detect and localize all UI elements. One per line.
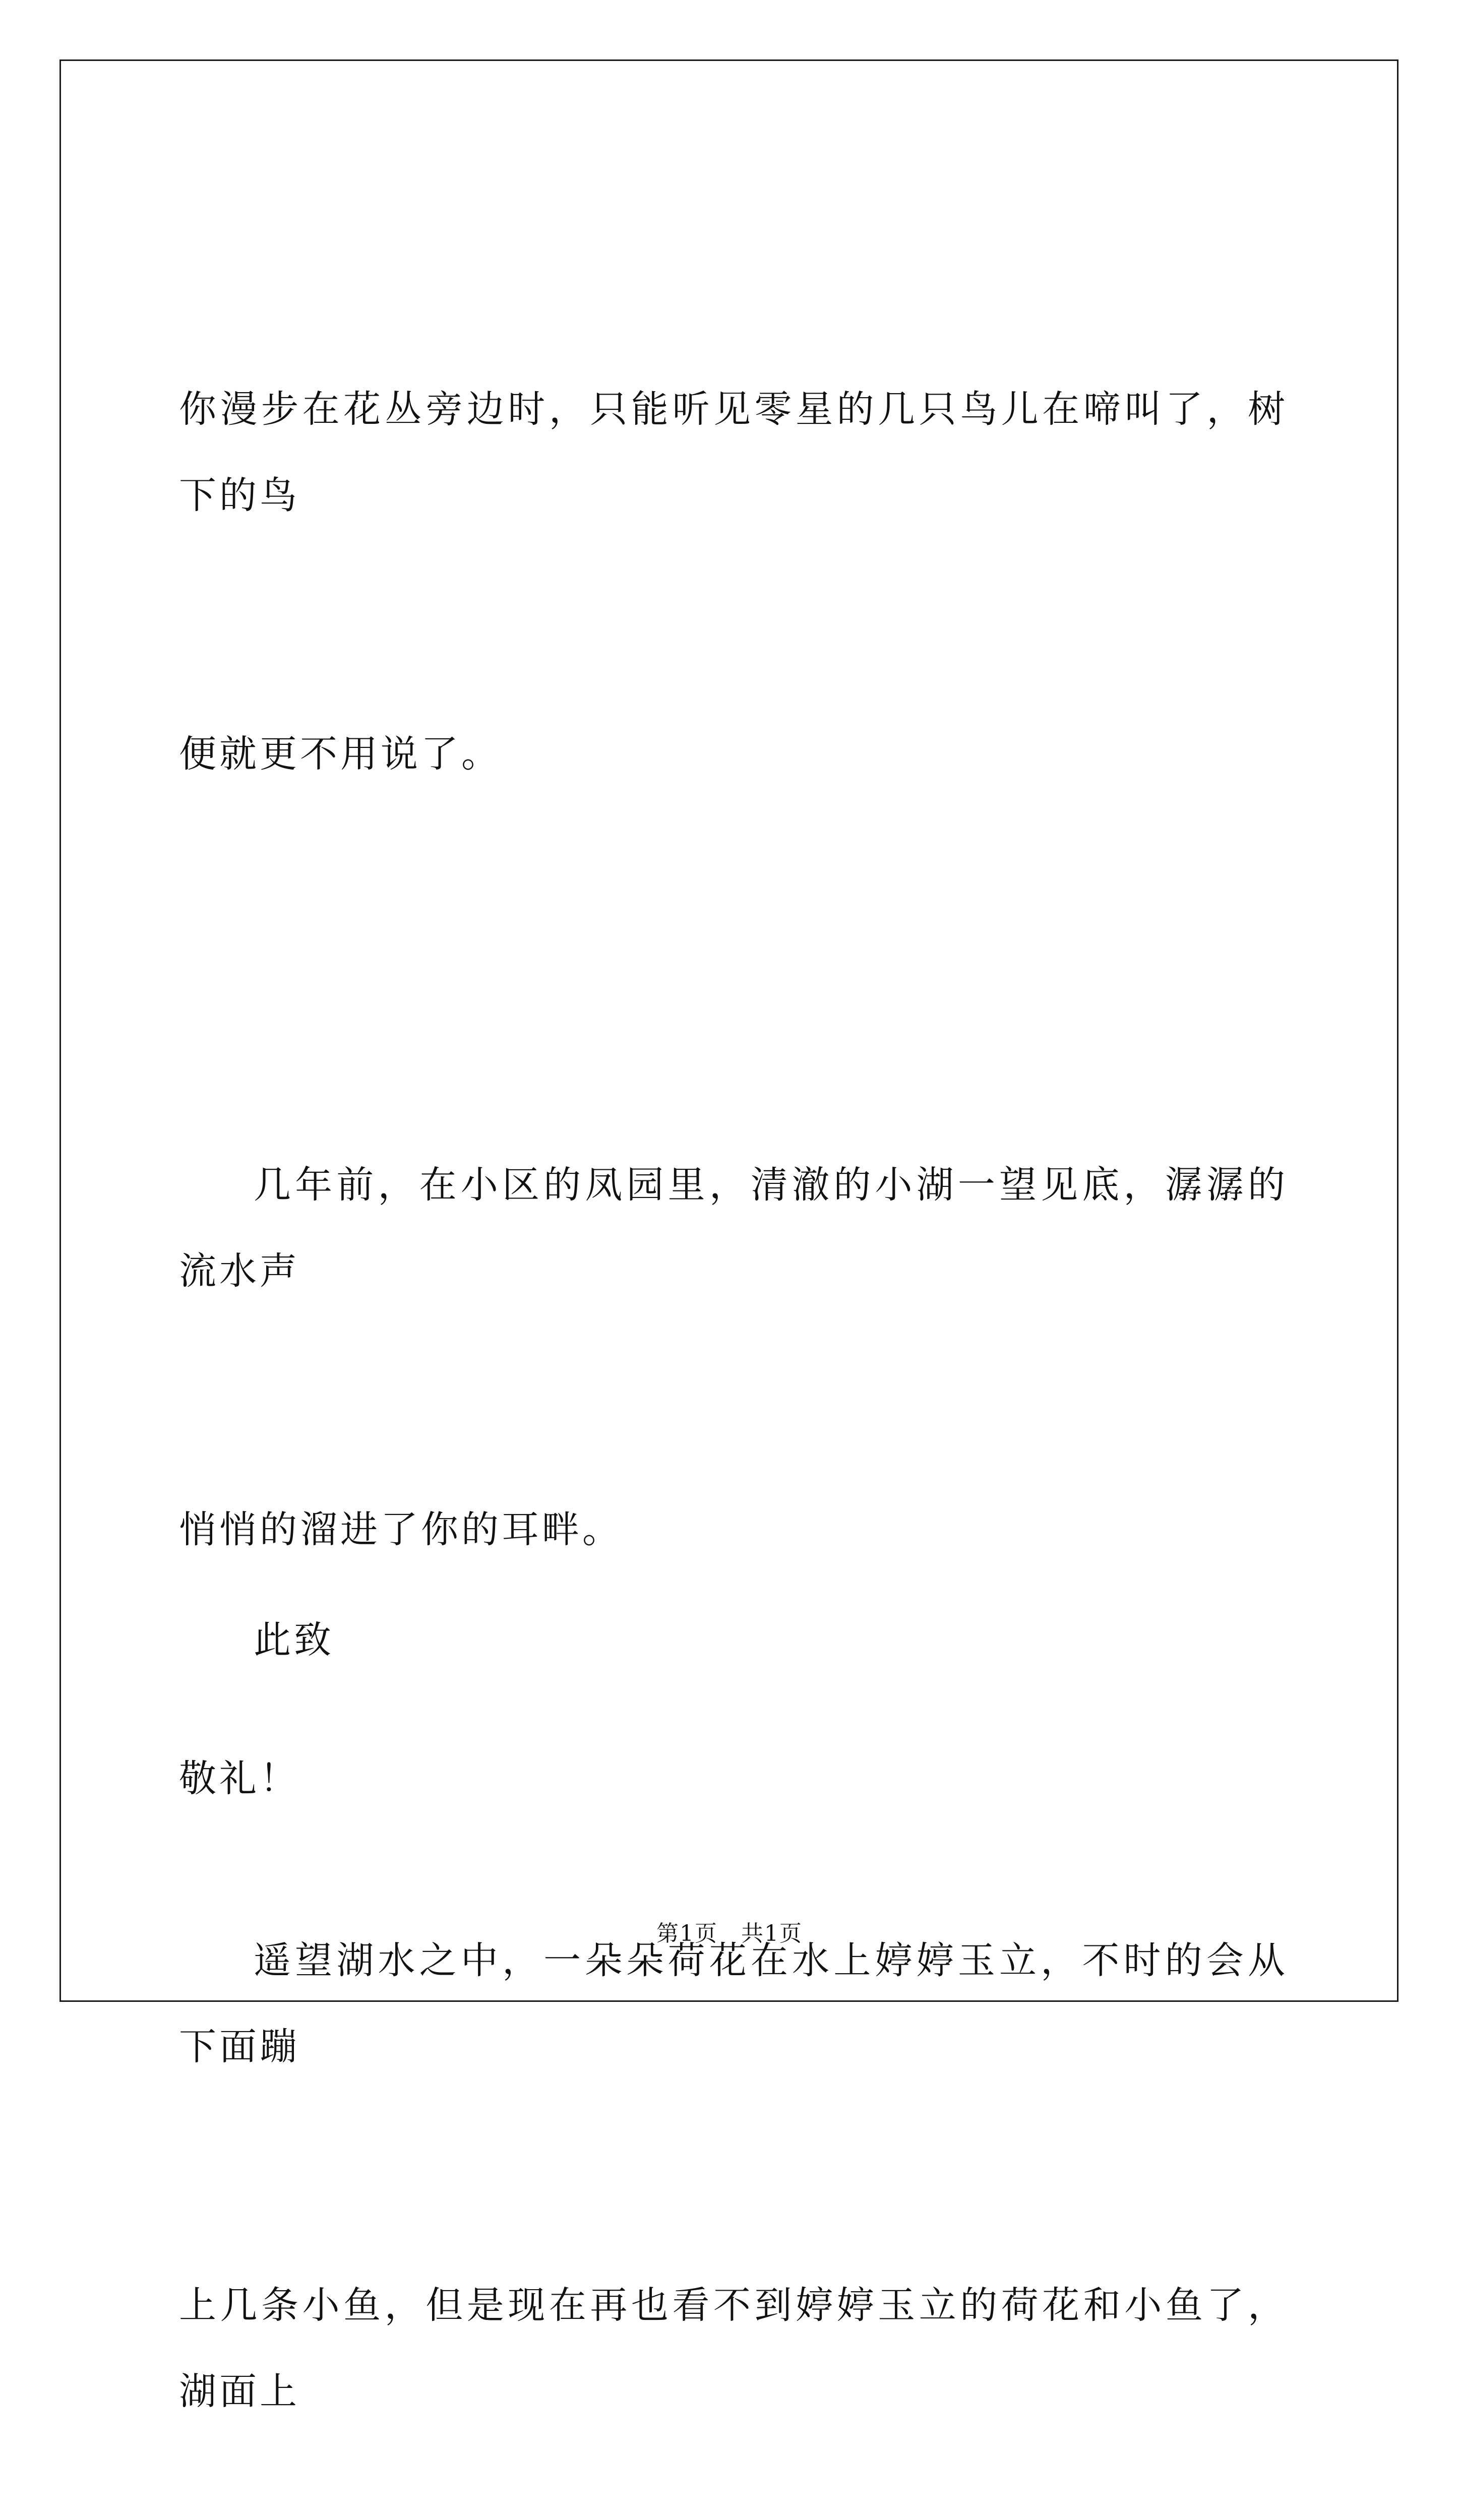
text-line: 便就更不用说了。 [179,732,502,776]
text-line: 几年前，在小区的凤园里，清澈的小湖一望见底，潺潺的流水声 [179,1163,1288,1293]
paragraph-2 [179,970,1288,1745]
text-line: 上几条小鱼，但是现在再也看不到婷婷玉立的荷花和小鱼了，湖面上 [179,2284,1288,2413]
paragraph-1 [179,194,1288,970]
text-line: 遥望湖水之中，一朵朵荷花在水上婷婷玉立，不时的会从下面蹦 [179,1939,1288,2068]
text-line: 你漫步在花丛旁边时，只能听见零星的几只鸟儿在啼叫了，树下的鸟 [179,388,1288,517]
text-line: 悄悄的溜进了你的耳畔。 [179,1508,623,1551]
closing-salutation: 此致 [254,1618,334,1662]
closing-regards: 敬礼！ [179,1757,300,1800]
page-number-footer: 第1页 共1页 [656,1921,803,1946]
letter-body [179,194,1288,2520]
paragraph-3 [179,1745,1288,2520]
